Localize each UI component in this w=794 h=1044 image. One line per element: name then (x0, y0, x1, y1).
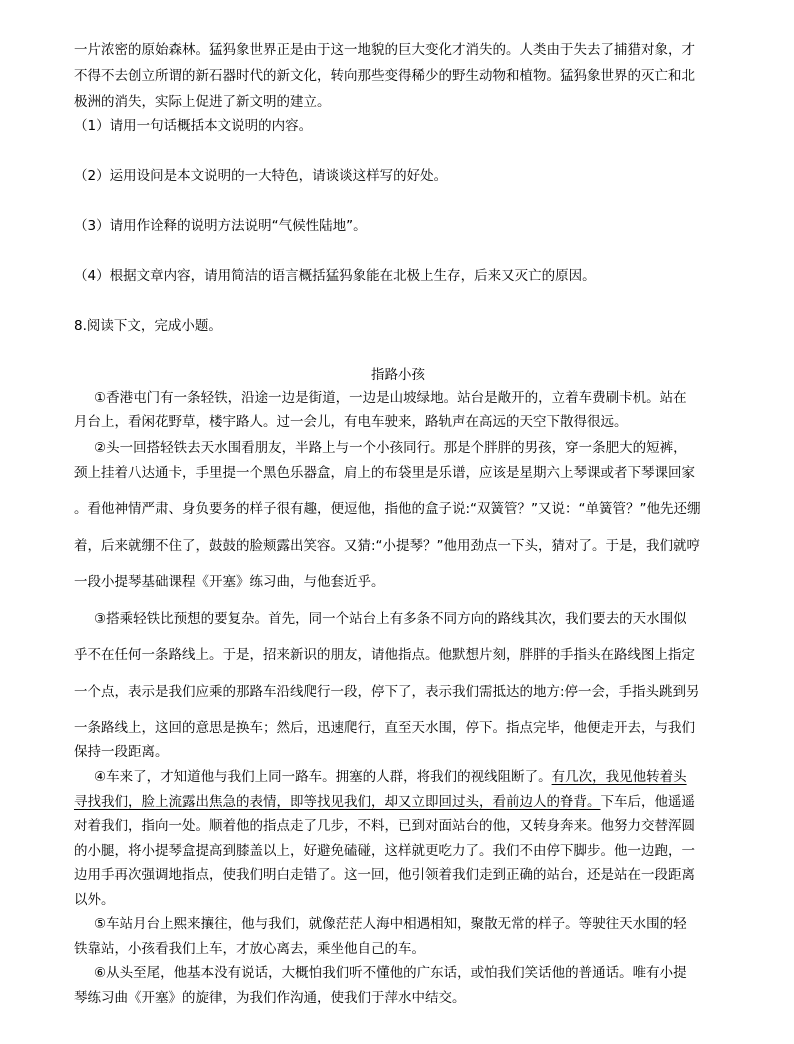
underlined-text: 有几次，我见他转着头 (551, 769, 687, 785)
paragraph-2-line: 着，后来就绷不住了，鼓鼓的脸颊露出笑容。又猜:“小提琴？”他用劲点一下头，猜对了。于是，我们就哼 (74, 538, 701, 554)
question-2: （2）运用设问是本文说明的一大特色，请谈谈这样写的好处。 (74, 168, 448, 184)
paragraph-5-line: 铁靠站，小孩看我们上车，才放心离去，乘坐他自己的车。 (74, 941, 425, 957)
problem-8-heading: 8.阅读下文，完成小题。 (74, 318, 222, 334)
paragraph-2-line: 。看他神情严肃、身负要务的样子很有趣，便逗他，指他的盒子说:“双簧管？”又说：“单簧管？”他先还绷 (74, 501, 701, 517)
paragraph-3-line: 乎不在任何一条路线上。于是，招来新识的朋友，请他指点。他默想片刻，胖胖的手指头在路线图上指定 (74, 647, 695, 663)
question-1: （1）请用一句话概括本文说明的内容。 (74, 118, 313, 134)
paragraph-6-line: 琴练习曲《开塞》的旋律，为我们作沟通，使我们于萍水中结交。 (74, 990, 466, 1006)
paragraph-3-line: 一个点，表示是我们应乘的那路车沿线爬行一段，停下了，表示我们需抵达的地方:停一会，手指头跳到另 (74, 684, 700, 700)
paragraph-1-line: 月台上，看闲花野草，楼宇路人。过一会儿，有电车驶来，路轨声在高远的天空下散得很远。 (74, 414, 628, 430)
passage-line: 不得不去创立所谓的新石器时代的新文化，转向那些变得稀少的野生动物和植物。猛犸象世界的灭亡和北 (74, 68, 695, 84)
paragraph-3-line: 一条路线上，这回的意思是换车；然后，迅速爬行，直至天水围，停下。指点完毕，他便走开去，与我们 (74, 720, 695, 736)
paragraph-2-line: ②头一回搭轻铁去天水围看朋友，半路上与一个小孩同行。那是个胖胖的男孩，穿一条肥大的短裤， (94, 440, 687, 456)
article-title: 指路小孩 (371, 367, 425, 383)
paragraph-2-line: 颈上挂着八达通卡，手里提一个黑色乐器盒，肩上的布袋里是乐谱，应该是星期六上琴课或者下琴课回家 (74, 465, 695, 481)
paragraph-6-line: ⑥从头至尾，他基本没有说话，大概怕我们听不懂他的广东话，或怕我们笑话他的普通话。唯有小提 (94, 965, 687, 981)
underlined-text: 寻找我们，脸上流露出焦急的表情，即等找见我们，却又立即回过头，看前边人的脊背。 (74, 794, 601, 810)
paragraph-4-line (74, 792, 695, 812)
paragraph-4-line: 的小腿，将小提琴盒提高到膝盖以上，好避免磕碰，这样就更吃力了。我们不由停下脚步。他一边跑，一 (74, 843, 695, 859)
paragraph-3-line: ③搭乘轻铁比预想的要复杂。首先，同一个站台上有多条不同方向的路线其次，我们要去的天水围似 (94, 611, 687, 627)
paragraph-3-line: 保持一段距离。 (74, 744, 169, 760)
paragraph-2-line: 一段小提琴基础课程《开塞》练习曲，与他套近乎。 (74, 574, 385, 590)
paragraph-4-line: 对着我们，指向一处。顺着他的指点走了几步，不料，已到对面站台的他，又转身奔来。他努力交替浑圆 (74, 818, 695, 834)
paragraph-4-line: 以外。 (74, 892, 115, 908)
paragraph-4-line: 边用手再次强调地指点，使我们明白走错了。这一回，他引领着我们走到正确的站台，还是站在一段距离 (74, 867, 695, 883)
paragraph-5-line: ⑤车站月台上熙来攘往，他与我们，就像茫茫人海中相遇相知，聚散无常的样子。等驶往天水围的轻 (94, 916, 687, 932)
passage-line: 一片浓密的原始森林。猛犸象世界正是由于这一地貌的巨大变化才消失的。人类由于失去了捕猎对象，才 (74, 42, 695, 58)
paragraph-4-text: ④车来了，才知道他与我们上同一路车。拥塞的人群，将我们的视线阻断了。 (94, 769, 552, 785)
paragraph-4-text: 下车后，他遥遥 (600, 794, 695, 810)
paragraph-4-line (94, 767, 687, 787)
question-4: （4）根据文章内容，请用简洁的语言概括猛犸象能在北极上生存，后来又灭亡的原因。 (74, 268, 596, 284)
paragraph-1-line: ①香港屯门有一条轻铁，沿途一边是街道，一边是山坡绿地。站台是敞开的，立着车费刷卡机。站在 (94, 390, 687, 406)
passage-line: 极洲的消失，实际上促进了新文明的建立。 (74, 94, 331, 110)
question-3: （3）请用作诠释的说明方法说明“气候性陆地”。 (74, 218, 367, 234)
